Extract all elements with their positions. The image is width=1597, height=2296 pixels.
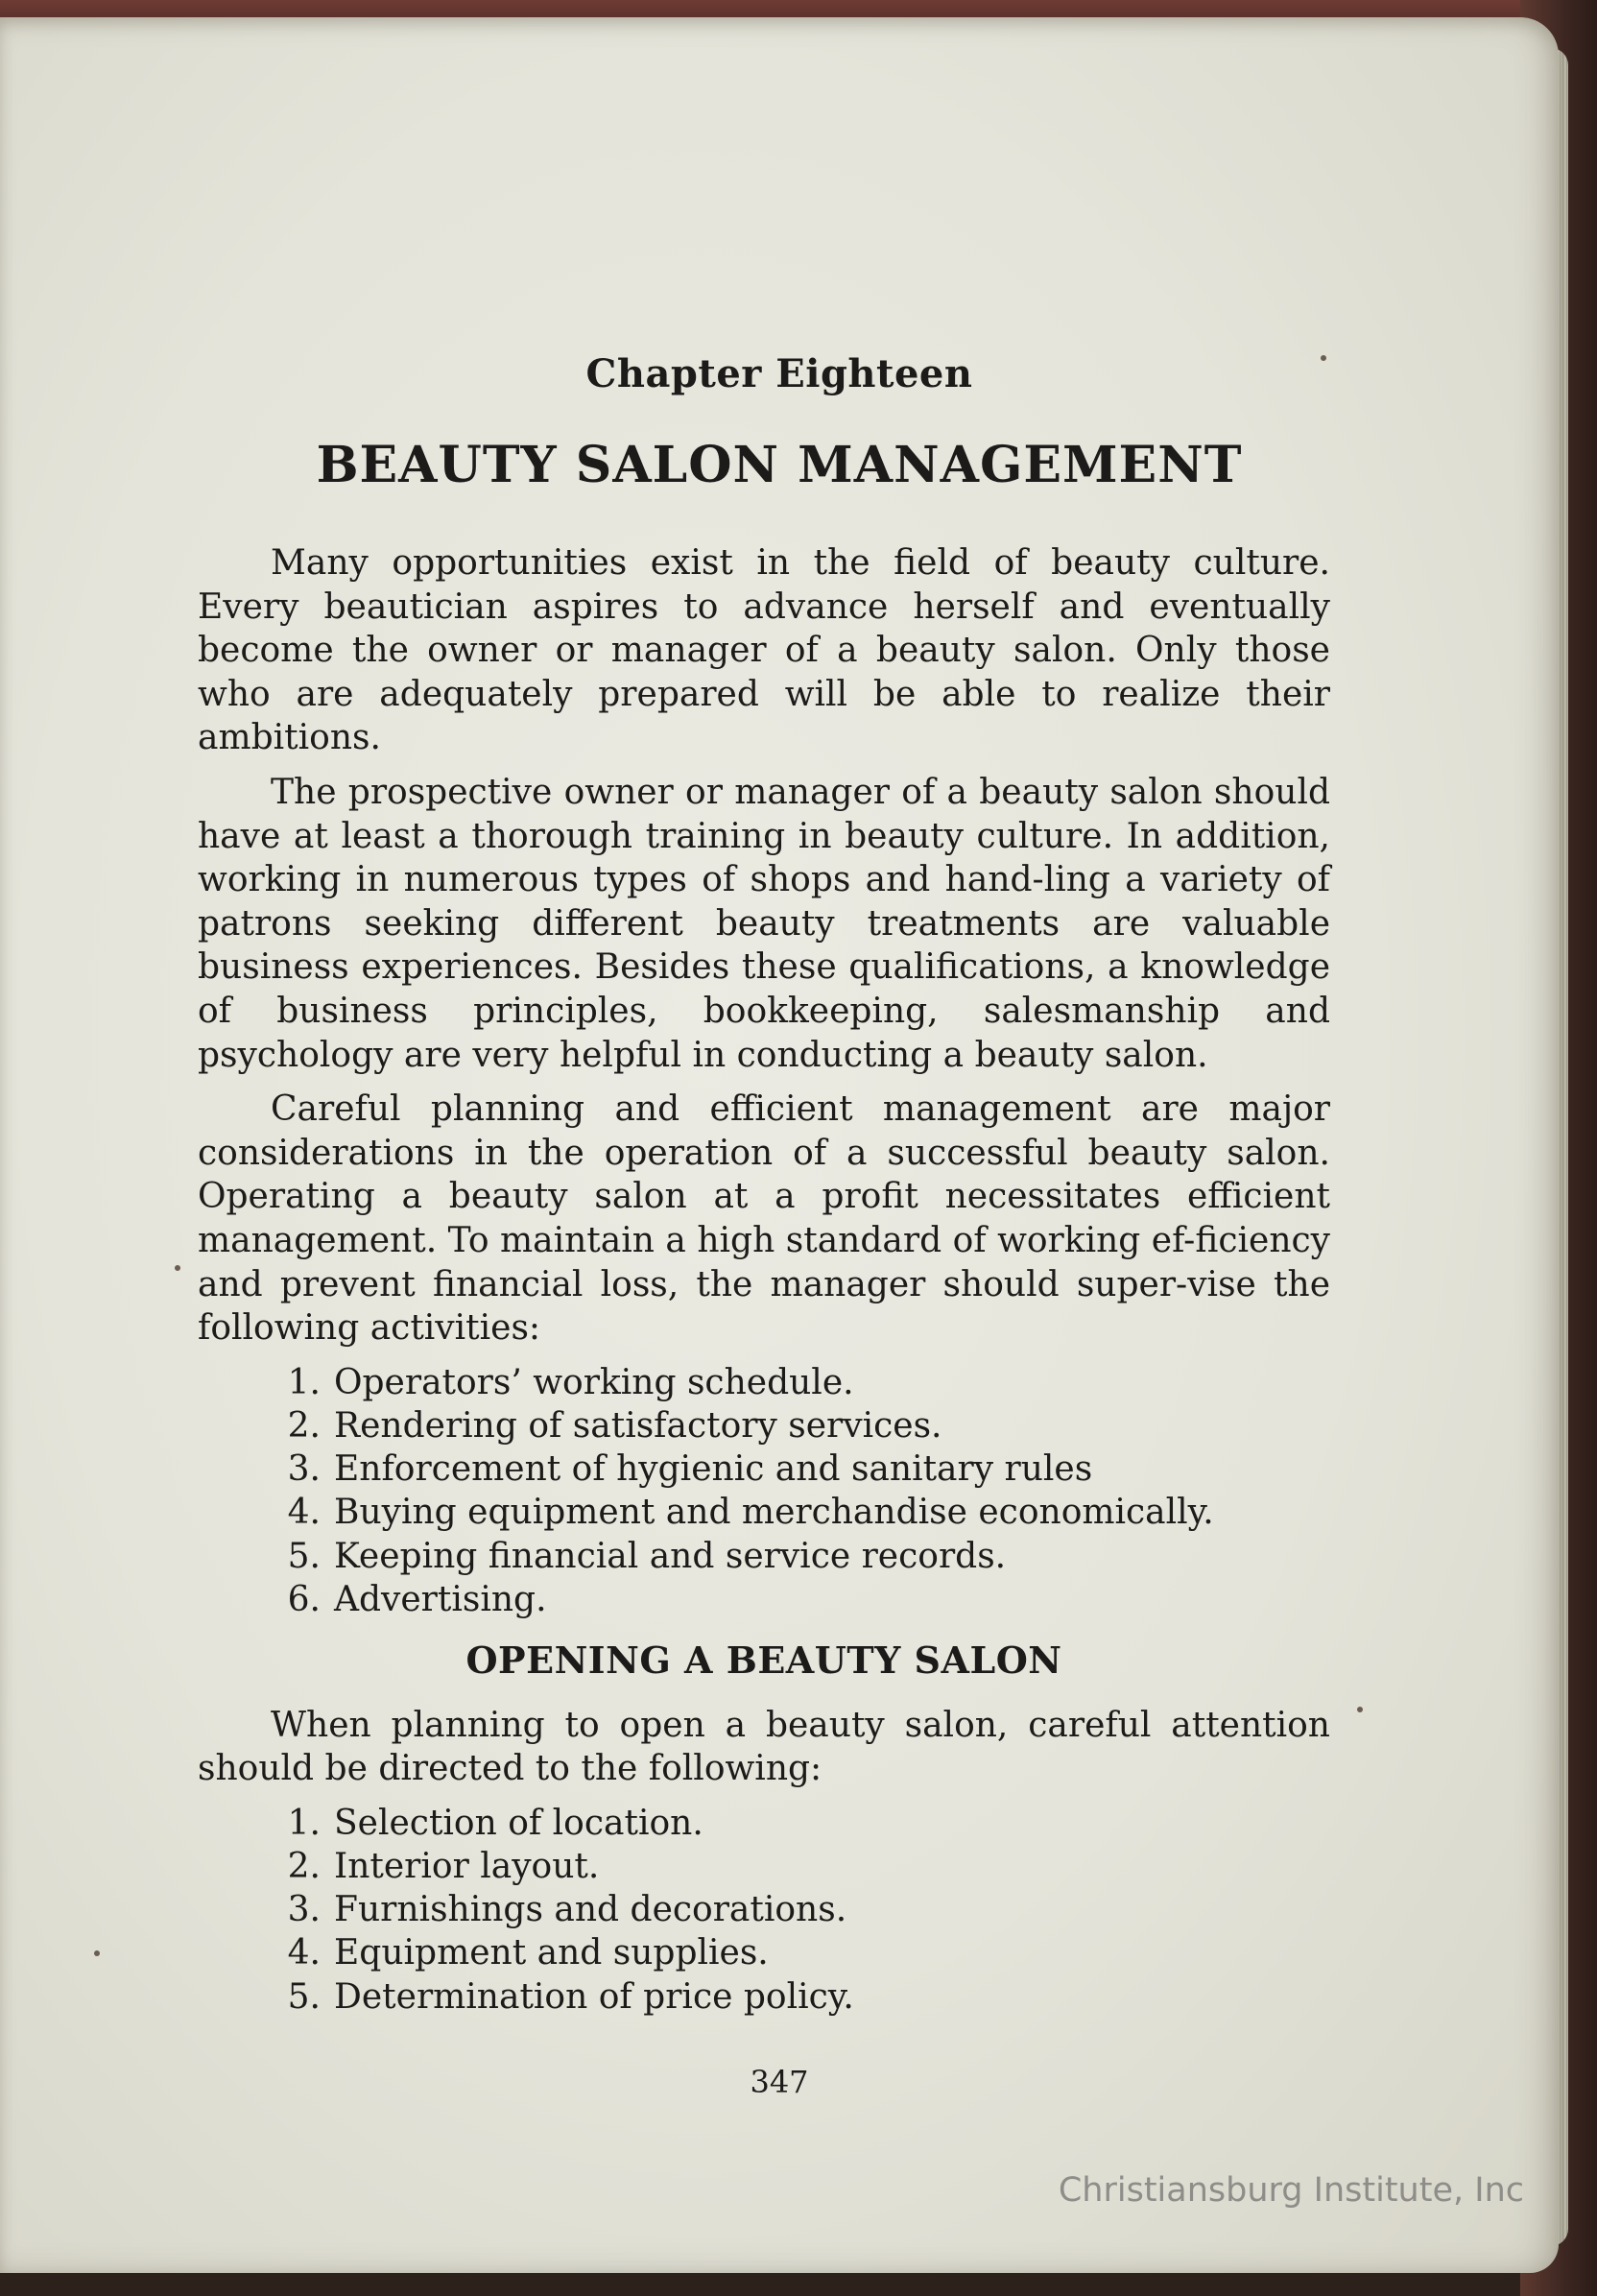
list-item-number: 5. xyxy=(287,1536,321,1576)
list-item xyxy=(265,1578,1330,1621)
page-number: 347 xyxy=(750,2064,809,2100)
paragraph-1: Many opportunities exist in the field of beauty culture. Every beautician aspires to advance herself and eventually become the owner or manager of a beauty salon. Only those who are adequately prepared will be able to realize their ambitions. xyxy=(198,543,1330,758)
list-item-number: 2. xyxy=(287,1405,321,1446)
list-item-text: Enforcement of hygienic and sanitary rules xyxy=(334,1449,1093,1490)
list-item-text: Rendering of satisfactory services. xyxy=(334,1405,942,1446)
list-item-text: Equipment and supplies. xyxy=(334,1933,769,1973)
list-item-number: 1. xyxy=(287,1362,321,1402)
list-item-number: 2. xyxy=(287,1846,321,1886)
paper-speck xyxy=(94,1950,100,1956)
list-item-text: Furnishings and decorations. xyxy=(334,1890,847,1930)
paragraph-3: Careful planning and efficient management are major considerations in the operation of a successful beauty salon. Operating a beauty salon at a profit necessitates efficient management. To maintain a high standard of working ef-ficiency and prevent financial loss, the manager should super-vise the following activities: xyxy=(198,1089,1330,1349)
list-item-number: 6. xyxy=(287,1579,321,1619)
watermark: Christiansburg Institute, Inc xyxy=(1058,2171,1524,2210)
list-item-number: 1. xyxy=(287,1803,321,1843)
list-item xyxy=(265,1447,1330,1491)
list-item-number: 4. xyxy=(287,1493,321,1533)
list-item-text: Keeping financial and service records. xyxy=(334,1536,1007,1576)
list-item-text: Determination of price policy. xyxy=(334,1976,854,2017)
list-item xyxy=(265,1361,1330,1404)
list-item-number: 3. xyxy=(287,1890,321,1930)
paper-speck xyxy=(1321,355,1326,361)
list-item xyxy=(265,1802,1330,1845)
list-item-text: Buying equipment and merchandise economically. xyxy=(334,1493,1214,1533)
list-item-number: 4. xyxy=(287,1933,321,1973)
list-item-number: 3. xyxy=(287,1449,321,1490)
book-page xyxy=(0,17,1559,2273)
list-item xyxy=(265,1845,1330,1888)
chapter-title: BEAUTY SALON MANAGEMENT xyxy=(316,436,1243,494)
activities-list xyxy=(265,1361,1330,1621)
opening-paragraph: When planning to open a beauty salon, careful attention should be directed to the following: xyxy=(198,1705,1330,1789)
list-item xyxy=(265,1535,1330,1578)
page-body xyxy=(198,541,1330,2019)
paper-speck xyxy=(175,1265,180,1271)
section-heading: OPENING A BEAUTY SALON xyxy=(465,1638,1062,1682)
paragraph-2: The prospective owner or manager of a beauty salon should have at least a thorough training in beauty culture. In addition, working in numerous types of shops and hand-ling a variety of patrons seeking different beauty treatments are valuable business experiences. Besides these qualifications, a knowledge of business principles, bookkeeping, salesmanship and psychology are very helpful in conducting a beauty salon. xyxy=(198,772,1330,1075)
list-item xyxy=(265,1888,1330,1931)
list-item-text: Interior layout. xyxy=(334,1846,600,1886)
list-item-text: Operators’ working schedule. xyxy=(334,1362,854,1402)
list-item-text: Advertising. xyxy=(334,1579,547,1619)
paper-speck xyxy=(1357,1707,1363,1712)
chapter-label: Chapter Eighteen xyxy=(585,351,973,396)
list-item xyxy=(265,1975,1330,2019)
opening-list xyxy=(265,1802,1330,2019)
list-item xyxy=(265,1491,1330,1534)
list-item xyxy=(265,1931,1330,1974)
list-item-number: 5. xyxy=(287,1976,321,2017)
list-item-text: Selection of location. xyxy=(334,1803,703,1843)
list-item xyxy=(265,1404,1330,1447)
